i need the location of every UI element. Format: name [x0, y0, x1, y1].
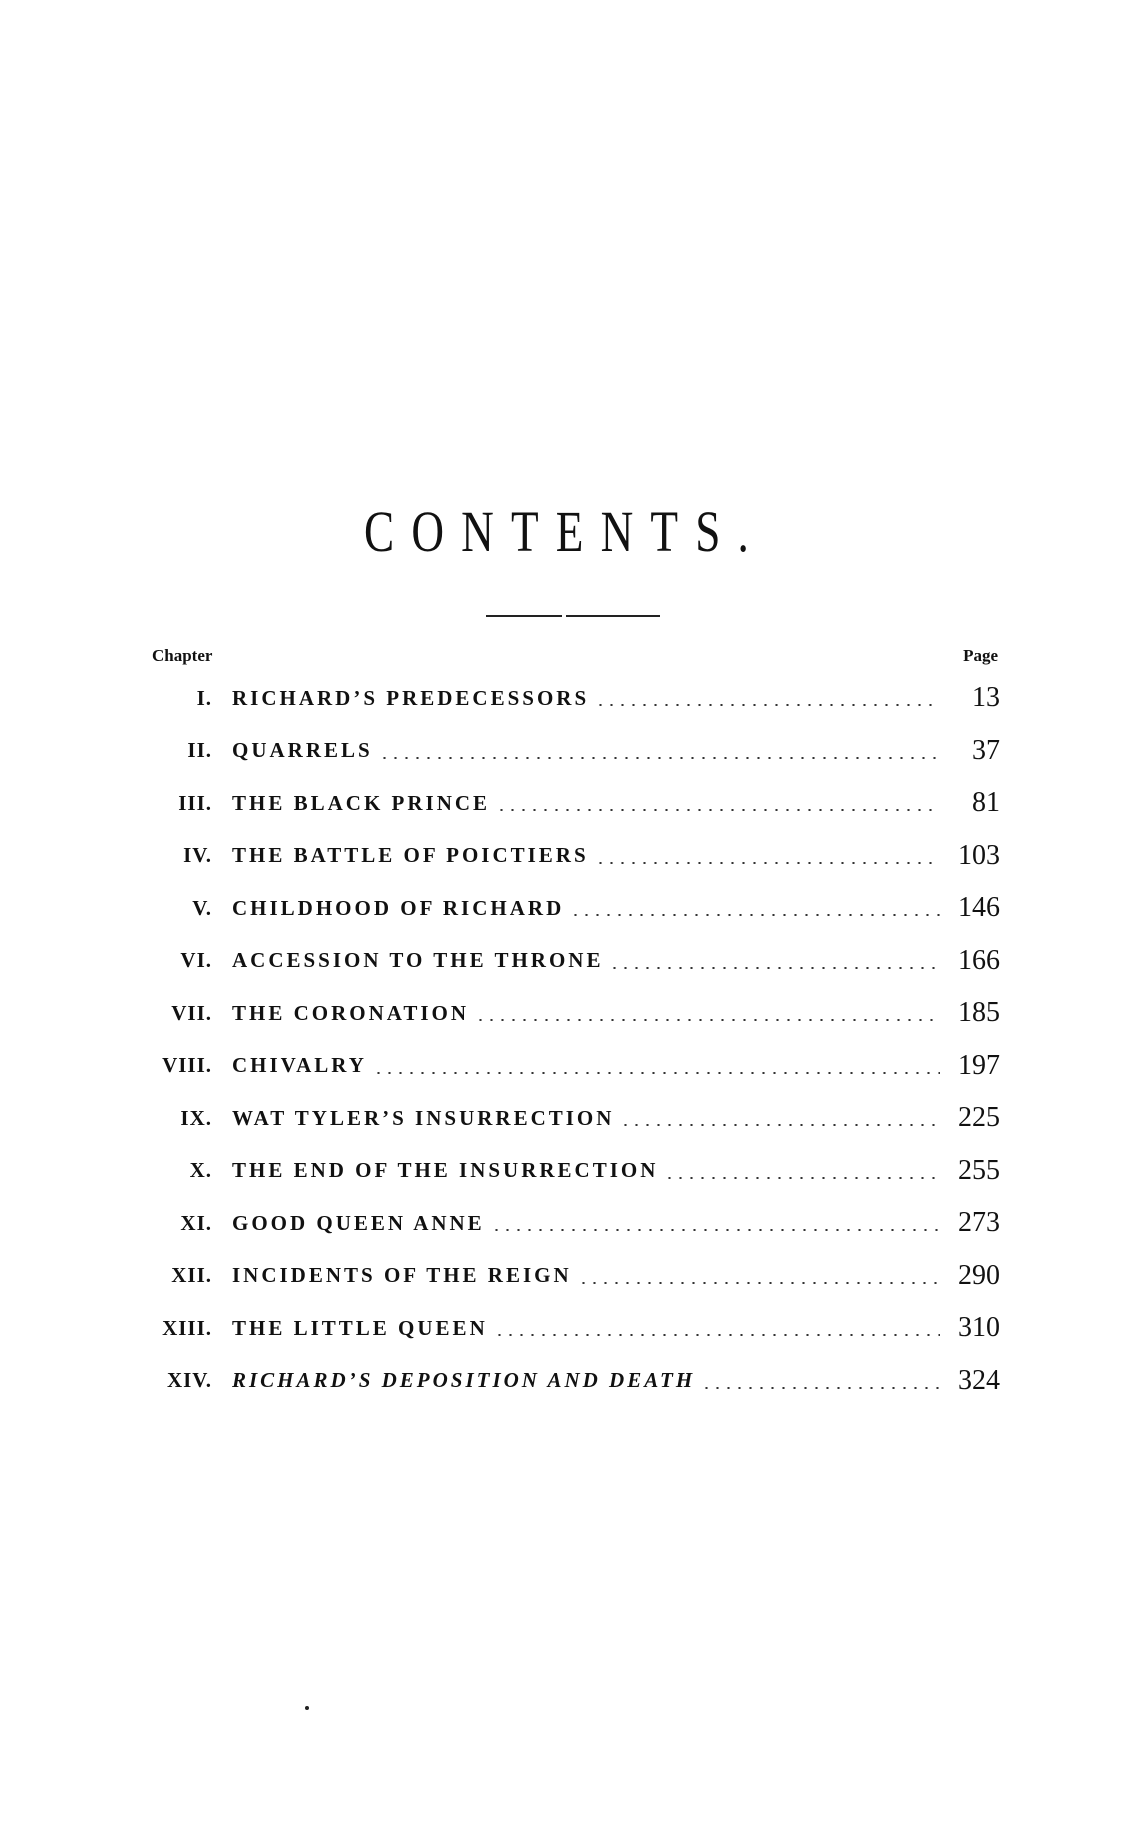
- chapter-number: VIII.: [162, 1053, 212, 1078]
- page-number: 37: [972, 734, 1000, 766]
- chapter-title: QUARRELS: [232, 738, 373, 763]
- toc-row: [140, 1040, 1000, 1093]
- page-number: 255: [958, 1154, 1000, 1186]
- dot-leader: [379, 757, 940, 759]
- toc-row: [140, 1092, 1000, 1145]
- page-number: 146: [958, 892, 1000, 924]
- page-number: 225: [958, 1102, 1000, 1134]
- page-number: 273: [958, 1207, 1000, 1239]
- chapter-number: III.: [178, 790, 212, 815]
- page-number: 81: [972, 787, 1000, 819]
- dot-leader: [595, 704, 940, 706]
- dot-leader: [609, 967, 940, 969]
- toc-row: [140, 1250, 1000, 1303]
- toc-row: [140, 1302, 1000, 1355]
- chapter-column-header: Chapter: [152, 646, 213, 665]
- dot-leader: [664, 1177, 940, 1179]
- toc-row: [140, 882, 1000, 935]
- chapter-number: V.: [192, 895, 212, 920]
- title-rule-left: [486, 615, 562, 617]
- chapter-title: ACCESSION TO THE THRONE: [232, 948, 604, 973]
- page-number: 324: [958, 1364, 1000, 1396]
- page-number: 197: [958, 1049, 1000, 1081]
- page-number: 310: [958, 1312, 1000, 1344]
- dot-leader: [491, 1229, 940, 1231]
- table-of-contents: [140, 672, 1000, 1407]
- toc-row: [140, 987, 1000, 1040]
- chapter-title: CHIVALRY: [232, 1053, 367, 1078]
- dot-leader: [701, 1387, 940, 1389]
- toc-row: [140, 1355, 1000, 1408]
- chapter-title: GOOD QUEEN ANNE: [232, 1210, 485, 1235]
- chapter-number: XII.: [171, 1263, 212, 1288]
- chapter-title: INCIDENTS OF THE REIGN: [232, 1263, 572, 1288]
- dot-leader: [570, 914, 940, 916]
- chapter-number: IX.: [180, 1105, 212, 1130]
- toc-row: [140, 1197, 1000, 1250]
- toc-row: [140, 725, 1000, 778]
- dot-leader: [595, 862, 940, 864]
- chapter-number: VI.: [180, 948, 212, 973]
- chapter-title: THE BLACK PRINCE: [232, 790, 491, 815]
- chapter-title: CHILDHOOD OF RICHARD: [232, 895, 565, 920]
- toc-row: [140, 935, 1000, 988]
- dot-leader: [578, 1282, 940, 1284]
- dot-leader: [373, 1072, 940, 1074]
- chapter-number: XIII.: [162, 1315, 212, 1340]
- dot-leader: [620, 1124, 940, 1126]
- chapter-title: RICHARD’S DEPOSITION AND DEATH: [232, 1368, 696, 1393]
- page-number: 13: [972, 682, 1000, 714]
- chapter-title: THE LITTLE QUEEN: [232, 1315, 488, 1340]
- chapter-title: THE END OF THE INSURRECTION: [232, 1158, 659, 1183]
- toc-row: [140, 1145, 1000, 1198]
- chapter-number: VII.: [171, 1000, 212, 1025]
- toc-row: [140, 830, 1000, 883]
- ink-speck: [305, 1706, 309, 1710]
- page-number: 290: [958, 1259, 1000, 1291]
- title-rule-right: [566, 615, 660, 617]
- chapter-number: IV.: [183, 843, 212, 868]
- dot-leader: [496, 809, 940, 811]
- chapter-number: XIV.: [166, 1368, 212, 1393]
- page-number: 185: [958, 997, 1000, 1029]
- chapter-title: THE BATTLE OF POICTIERS: [232, 843, 589, 868]
- chapter-title: RICHARD’S PREDECESSORS: [232, 685, 590, 710]
- toc-row: [140, 672, 1000, 725]
- page-title: CONTENTS.: [363, 499, 766, 564]
- page-column-header: Page: [963, 646, 998, 665]
- chapter-number: I.: [196, 685, 212, 710]
- chapter-number: XI.: [180, 1210, 212, 1235]
- chapter-number: II.: [187, 738, 212, 763]
- chapter-title: WAT TYLER’S INSURRECTION: [232, 1105, 615, 1130]
- page-number: 166: [958, 944, 1000, 976]
- dot-leader: [475, 1019, 940, 1021]
- chapter-number: X.: [189, 1158, 212, 1183]
- toc-row: [140, 777, 1000, 830]
- dot-leader: [494, 1334, 940, 1336]
- chapter-title: THE CORONATION: [232, 1000, 470, 1025]
- page-number: 103: [958, 839, 1000, 871]
